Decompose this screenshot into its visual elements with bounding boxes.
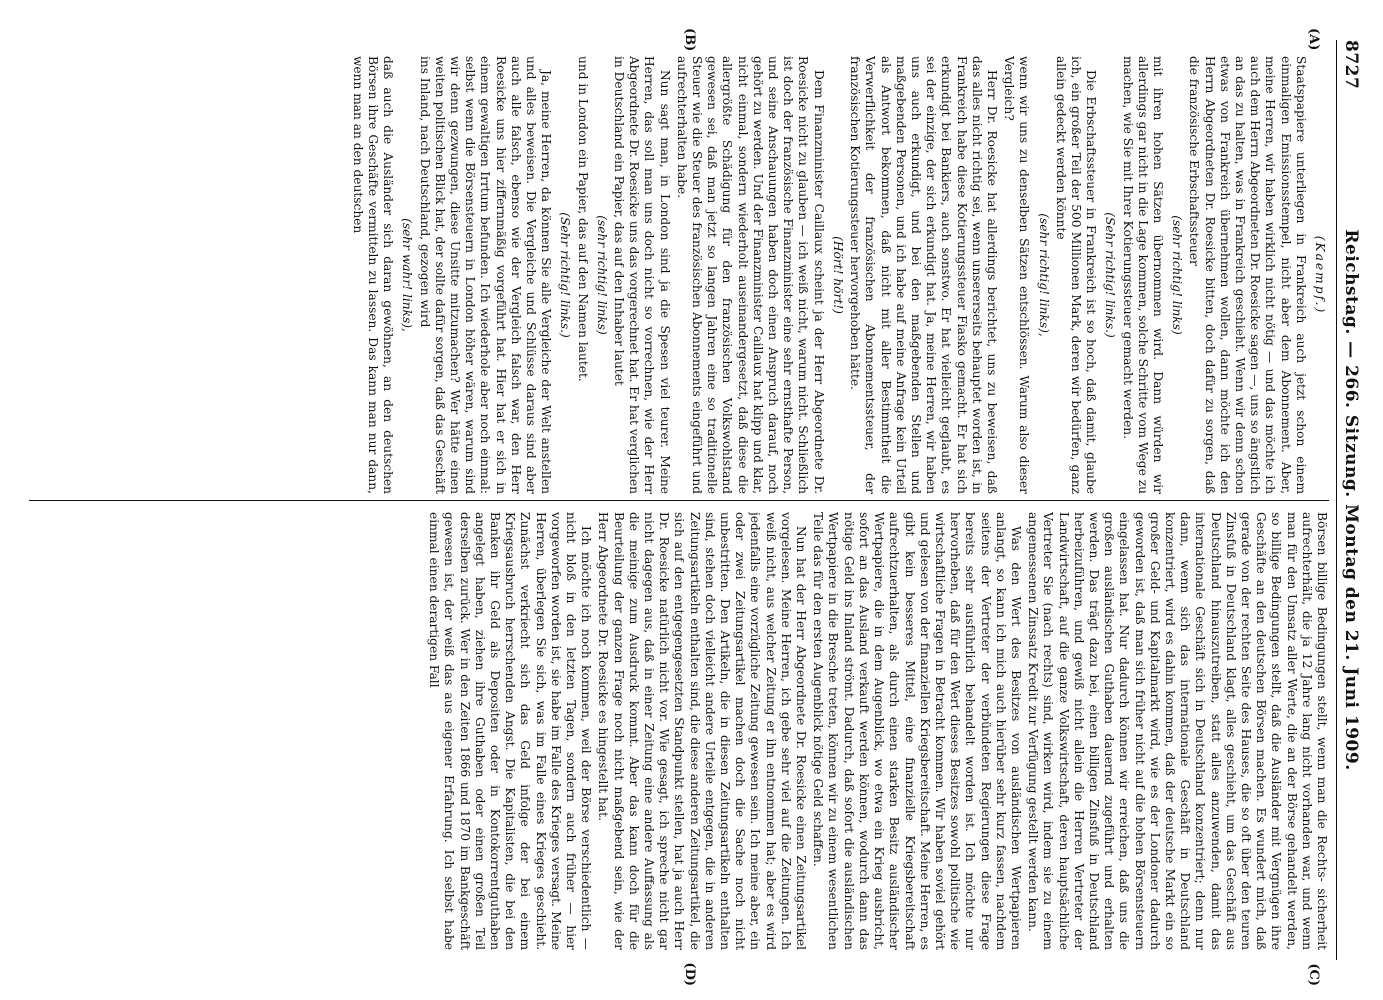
margin-marker-a: (A) [1306,28,1321,51]
paragraph: Ja, meine Herren, da können Sie alle Vergleiche der Welt anstellen und alles beweisen. Die Vergleiche und Schlüsse daraus sind aber auch alle falsch, ebenso wie der Vergleich falsch war, den Herr Roesicke uns hier ziffernmäßig vorgeführt hat. Hier hat er sich in einem gewaltigen Irrtum befunden. Ich wiederhole aber noch einmal: selbst wenn die Börsensteuern in London höher wären, warum sind wir denn gezwungen, diese Unsitte mitzumachen? Wer hätte einen weiten politischen Blick hat, der sollte dafür sorgen, daß das Geschäft ins Inland, nach Deutschland, gezogen wird [417,56,554,494]
paragraph: Herr Dr. Roesicke hat allerdings berichtet, uns zu beweisen, daß das alles nicht richtig sei, wenn unsererseits behauptet worden ist, in Frankreich habe diese Kotierungssteuer Fiasko gemacht. Er hat sich erkundigt bei Bankiers, auch sonstwo. Er hat vielleicht geglaubt, es sei der einzige, der sich erkundigt hat. Ja, meine Herren, wir haben uns auch erkundigt, und bei den maßgebenden Stellen und maßgebenden Personen, und ich habe auf meine Anfrage kein Urteil als Antwort bekommen, daß nicht mit aller Bestimmtheit die Verwerflichkeit der französischen Abonnementssteuer, der französischen Kotierungssteuer hervorgehoben hätte. [848,56,999,494]
paragraph: mit ihren hohen Sätzen übernommen wird. Dann würden wir allerdings gar nicht in die Lage kommen, solche Schritte vom Wege zu machen, wie Sie mit Ihrer Kotierungssteuer gemacht werden. [1120,56,1165,494]
column-divider [29,500,1329,501]
paragraph: wenn wir uns zu denselben Sätzen entschlössen. Warum also dieser Vergleich? [1002,56,1032,494]
paragraph: Staatspapiere unterliegen in Frankreich auch jetzt schon einem einmaligen Emissionsstempel, nicht aber dem Abonnement. Aber, meine Herren, wir haben wirklich nicht nötig — und das möchte ich auch dem Herrn Abgeordneten Dr. Roesicke sagen —, uns so ängstlich an das zu halten, was in Frankreich geschieht. Wenn wir denn schon etwas von Frankreich übernehmen wollen, dann möchte ich den Herrn Abgeordneten Dr. Roesicke bitten, doch dafür zu sorgen, daß die französische Erbschaftssteuer [1187,56,1308,494]
margin-marker-d: (D) [682,962,697,986]
paragraph: und in London ein Papier, das auf den Namen lautet. [575,56,590,382]
interjection: (Hört! hört!) [830,236,845,314]
margin-marker-b: (B) [682,28,697,52]
interjection: (Sehr richtig! links.) [558,212,573,338]
interjection: (sehr richtig! links) [594,215,609,335]
paragraph: Nun sagt man, in London sind ja die Spesen viel teurer. Meine Herren, das soll man uns doch nicht so vorrechnen, wie der Herr Abgeordnete Dr. Roesicke uns das vorgerechnet hat. Er hat verglichen in Deutschland ein Papier, das auf den Inhaber lautet [612,56,672,494]
interjection: (sehr richtig! links), [1036,213,1051,337]
paragraph: Börsen billige Bedingungen stellt, wenn man die Rechts- sicherheit aufrechterhält, die ja 12 Jahre lang nicht vorhanden war, und wenn man für den Umsatz aller Werte, die an der Börse gehandelt werden, so billige Bedingungen stellt, daß die Ausländer mit Vergnügen ihre Geschäfte an den deutschen Börsen machen. Es wundert mich, daß gerade von der rechten Seite des Hauses, die so oft über den teuren Zinsfuß in Deutschland klagt, alles geschieht, um das Geschäft aus Deutschland hinauszutreiben, statt alles anzuwenden, damit das internationale Geschäft sich in Deutschland konzentriert; denn nur dann, wenn sich das internationale Geschäft in Deutschland konzentriert, wird es dahin kommen, daß der deutsche Markt ein so großer Geld- und Kapitalmarkt wird, wie es der Londoner dadurch geworden ist, daß man sich früher nicht auf die hohen Börsensteuern eingelassen hat. Nur dadurch können wir erreichen, daß uns die großen ausländischen Guthaben dauernd zugeführt und erhalten werden. Das trägt dazu bei, einen billigen Zinsfuß in Deutschland herbeizuführen, und gewiß nicht allein die Herren Vertreter der Landwirtschaft, auf die ganze Volkswirtschaft, deren hauptsächliche Vertreter Sie (nach rechts) sind, wirken wird, indem sie zu einem angemessenen Zinssatz Kredit zur Verfügung gestellt werden kann. [1026,512,1329,950]
paragraph: Was den Wert des Besitzes von ausländischen Wertpapieren anlangt, so kann ich mich auch hierüber sehr kurz fassen, nachdem seitens der Vertreter der verbündeten Regierungen diese Frage bereits sehr ausführlich behandelt worden ist. Ich möchte nur hervorheben, daß für den Wert dieses Besitzes sowohl politische wie wirtschaftliche Fragen in Betracht kommen. Wir haben soviel gehört und gelesen von der finanziellen Kriegsbereitschaft. Meine Herren, es gibt kein besseres Mittel, eine finanzielle Kriegsbereitschaft aufrechtzuerhalten, als durch einen starken Besitz ausländischer Wertpapiere, die in dem Augenblick, wo etwa ein Krieg ausbricht, sofort an das Ausland verkauft werden können, wodurch dann das nötige Geld ins Inland strömt. Dadurch, daß sofort die ausländischen Wertpapiere in die Bresche treten, können wir zu einem wesentlichen Teile das für den ersten Augenblick nötige Geld schaffen. [811,512,1023,950]
running-header: Reichstag. — 266. Sitzung. Montag den 21. Juni 1909. [1341,229,1361,771]
paragraph: Ich möchte ich noch kommen, weil der Börse verschiedentlich — nicht bloß in den letzten Tagen, sondern auch früher — hier vorgeworfen worden ist, sie habe im Falle des Krieges versagt. Meine Herren, überlegen Sie sich, was im Falle eines Krieges geschieht. Zunächst verkriecht sich das Geld infolge der bei einem Kriegsausbruch herrschenden Angst. Die Kapitalisten, die bei den Banken ihr Geld als Depositen oder in Kontokorrentguthaben angelegt haben, ziehen ihre Guthaben oder einen großen Teil derselben zurück. Wer in den Zeiten 1866 und 1870 im Bankgeschäft gewesen ist, der weiß das aus eigener Erfahrung. Ich selbst habe einmal einen derartigen Fall [427,512,594,950]
text-column-left [29,56,1329,494]
paragraph: daß auch die Ausländer sich daran gewöhnen, an den deutschen Börsen ihre Geschäfte vermitteln zu lassen. Das kann man nur dann, wenn man an den deutschen [350,56,396,494]
header-rule [1336,40,1337,960]
page-number: 8727 [1341,40,1361,90]
interjection: (sehr wahr! links), [400,218,415,332]
interjection: (Sehr richtig! links.) [1103,212,1118,338]
margin-marker-c: (C) [1306,963,1321,986]
text-column-right [29,512,1329,950]
paragraph: Die Erbschaftssteuer in Frankreich ist so hoch, daß damit, glaube ich, ein großer Teil der 500 Millionen Mark, deren wir bedürfen, ganz allein gedeckt werden könnte [1053,56,1099,494]
speaker-name: (Kaempf.) [1313,235,1327,315]
interjection: (sehr richtig! links) [1170,215,1185,335]
paragraph: Nun hat der Herr Abgeordnete Dr. Roesicke einen Zeitungsartikel vorgelesen. Meine Herren, ich gebe sehr viel auf die Zeitungen. Ich weiß nicht, aus welcher Zeitung er ihn entnommen hat; aber es wird jedenfalls eine vorzügliche Zeitung gewesen sein. Ich meine aber, ein oder zwei Zeitungsartikel machen doch die Sache noch nicht unbestritten. Den Artikeln, die in diesen Zeitungsartikeln enthalten sind, stehen doch vielleicht andere Urteile entgegen, die in anderen Zeitungsartikeln enthalten sind, die diese anderen Zeitungsartikel, die sich auf den entgegengesetzten Standpunkt stellen, hat ja auch Herr Dr. Roesicke natürlich nicht vor. Wie gesagt, ich spreche nicht gar nicht dagegen aus, daß in einer Zeitung eine andere Auffassung als die meinige zum Ausdruck kommt. Aber das kann doch für die Beurteilung der ganzen Frage noch nicht maßgebend sein, wie der Herr Abgeordnete Dr. Roesicke es hingestellt hat. [596,512,809,950]
paragraph: Dem Finanzminister Caillaux scheint ja der Herr Abgeordnete Dr. Roesicke nicht zu glauben — ich weiß nicht, warum nicht. Schließlich ist doch der französische Finanzminister eine sehr ernsthafte Person, und seine Anschauungen haben doch einen Anspruch darauf, noch gehört zu werden. Und der Finanzminister Caillaux hat klipp und klar, nicht einmal, sondern wiederholt auseinandergesetzt, daß diese die allergrößte Schädigung für den französischen Volkswohlstand gewesen sei, daß man jetzt so langen Jahren eine so traditionelle Steuer wie die Steuer des französischen Abonnements eingeführt und aufrechterhalten habe. [674,56,826,494]
